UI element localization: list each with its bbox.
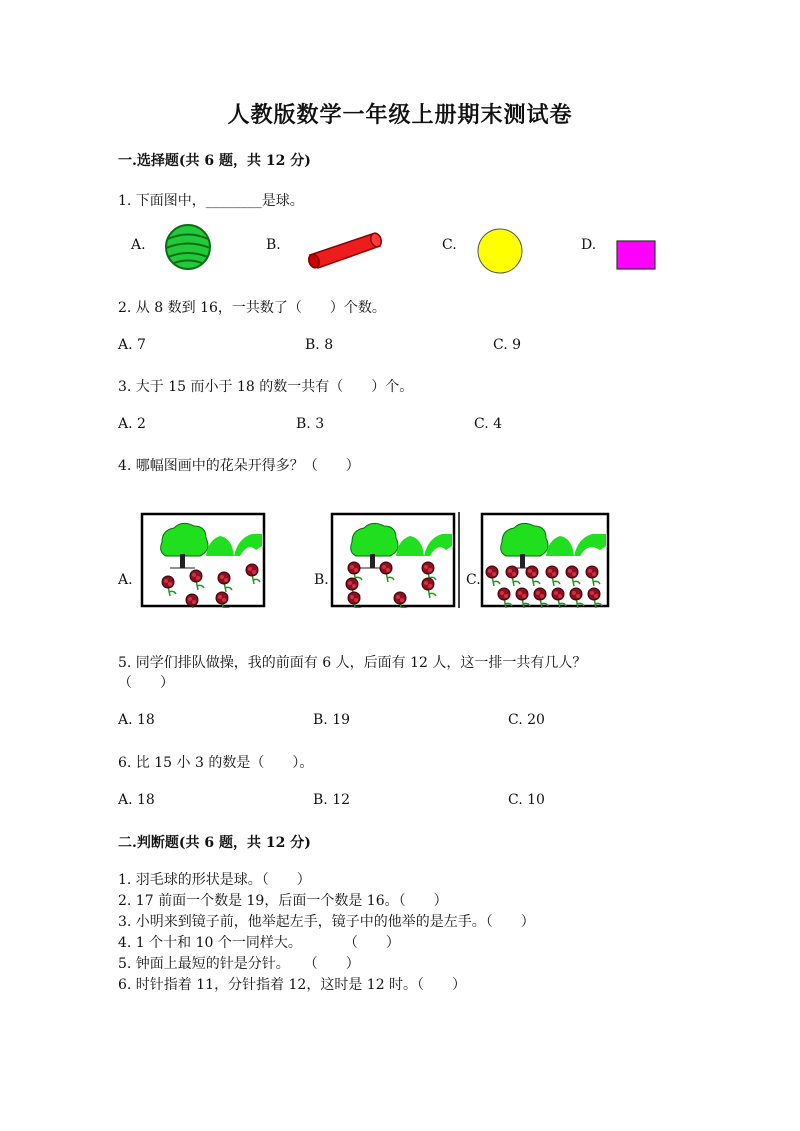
question-2: 2. 从 8 数到 16，一共数了（ ）个数。 xyxy=(118,300,386,316)
flower-picture-c xyxy=(480,512,610,608)
square-image xyxy=(614,238,660,272)
q4-option-b-label: B. xyxy=(314,572,329,588)
judge-question-1: 1. 羽毛球的形状是球。（ ） xyxy=(118,872,311,888)
q1-option-c-label: C. xyxy=(442,237,457,253)
judge-question-6: 6. 时针指着 11，分针指着 12，这时是 12 时。（ ） xyxy=(118,977,467,993)
q5-option-a: A. 18 xyxy=(118,712,155,728)
question-6: 6. 比 15 小 3 的数是（ ）。 xyxy=(118,755,314,771)
question-5: 5. 同学们排队做操，我的前面有 6 人，后面有 12 人，这一排一共有几人？ xyxy=(118,655,587,671)
question-3: 3. 大于 15 而小于 18 的数一共有（ ）个。 xyxy=(118,379,414,395)
cylinder-image xyxy=(300,230,386,272)
judge-question-5: 5. 钟面上最短的针是分针。 （ ） xyxy=(118,956,360,972)
q6-option-a: A. 18 xyxy=(118,792,155,808)
q5-option-c: C. 20 xyxy=(508,712,545,728)
q2-option-a: A. 7 xyxy=(118,337,146,353)
q4-option-a-label: A. xyxy=(118,572,133,588)
q1-option-b-label: B. xyxy=(266,237,281,253)
judge-question-2: 2. 17 前面一个数是 19，后面一个数是 16。（ ） xyxy=(118,893,448,909)
q3-option-a: A. 2 xyxy=(118,416,146,432)
section-heading-judge: 二.判断题(共 6 题，共 12 分) xyxy=(118,835,311,851)
judge-question-3: 3. 小明来到镜子前，他举起左手，镜子中的他举的是左手。（ ） xyxy=(118,914,535,930)
q4-option-c-label: C. xyxy=(466,572,481,588)
ball-image xyxy=(160,222,216,272)
question-5-blank: （ ） xyxy=(118,675,174,691)
circle-image xyxy=(474,226,526,276)
q5-option-b: B. 19 xyxy=(313,712,351,728)
flower-picture-b xyxy=(330,512,462,608)
page-title: 人教版数学一年级上册期末测试卷 xyxy=(227,102,573,128)
judge-question-4: 4. 1 个十和 10 个一同样大。 （ ） xyxy=(118,935,400,951)
question-4: 4. 哪幅图画中的花朵开得多？（ ） xyxy=(118,458,360,474)
q2-option-b: B. 8 xyxy=(305,337,334,353)
section-heading-choice: 一.选择题(共 6 题，共 12 分) xyxy=(118,153,311,169)
q3-option-c: C. 4 xyxy=(474,416,503,432)
q6-option-c: C. 10 xyxy=(508,792,545,808)
q1-option-a-label: A. xyxy=(131,237,146,253)
flower-picture-a xyxy=(140,512,266,608)
q3-option-b: B. 3 xyxy=(296,416,325,432)
question-1: 1. 下面图中，________是球。 xyxy=(118,193,304,209)
q6-option-b: B. 12 xyxy=(313,792,351,808)
q2-option-c: C. 9 xyxy=(493,337,522,353)
q1-option-d-label: D. xyxy=(581,237,597,253)
